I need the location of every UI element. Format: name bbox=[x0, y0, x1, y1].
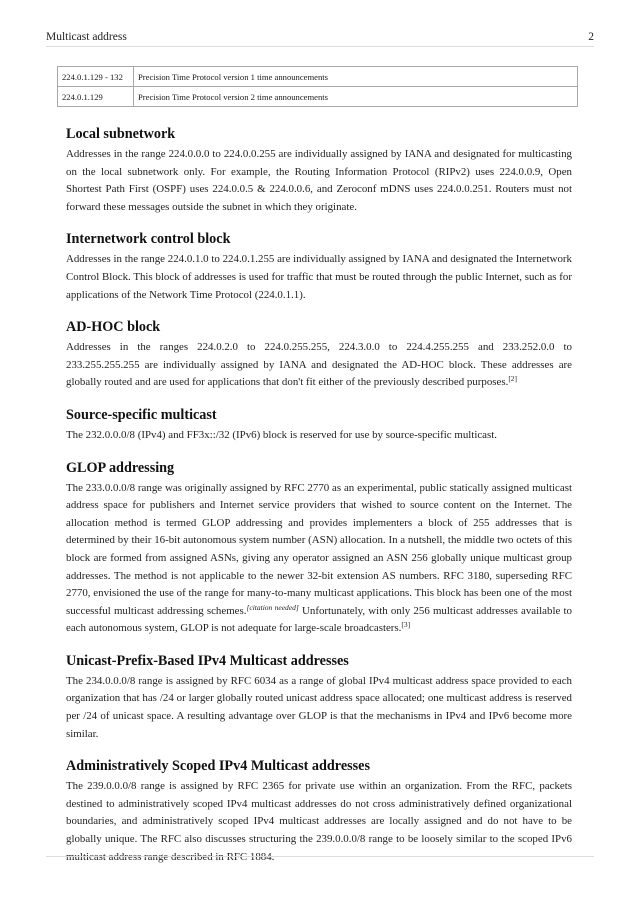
article-body bbox=[66, 122, 572, 877]
header-rule bbox=[46, 46, 594, 47]
table-cell-description: Precision Time Protocol version 2 time announcements bbox=[134, 87, 578, 107]
multicast-address-table bbox=[57, 66, 578, 107]
heading-ad-hoc-block: AD-HOC block bbox=[66, 319, 161, 336]
footer-rule bbox=[46, 856, 594, 857]
paragraph-source-specific-multicast: The 232.0.0.0/8 (IPv4) and FF3x::/32 (IPv6) block is reserved for use by source-specific multicast. bbox=[66, 428, 497, 441]
page-number: 2 bbox=[588, 31, 594, 43]
glop-text-2: Unfortunately, with only 256 multicast addresses available to each autonomous system, GLOP is not adequate for large-scale broadcasters. bbox=[66, 604, 572, 635]
heading-unicast-prefix-based: Unicast-Prefix-Based IPv4 Multicast addresses bbox=[66, 652, 349, 669]
table-row bbox=[58, 67, 578, 87]
table-cell-address: 224.0.1.129 bbox=[58, 87, 134, 107]
heading-glop-addressing: GLOP addressing bbox=[66, 459, 175, 476]
glop-text-1: The 233.0.0.0/8 range was originally assigned by RFC 2770 as an experimental, public statically assigned multicast address space for publishers and Internet service providers that wished to source content on the Internet. The allocation method is termed GLOP addressing and provides implementers a block of 255 addresses that is determined by their 16-bit autonomous system number (ASN) allocation. In a nutshell, the middle two octets of this block are formed from assigned ASNs, giving any operator assigned an ASN 256 globally unique multicast group addresses. The method is not applicable to the newer 32-bit extension AS numbers. RFC 3180, superseding RFC 2770, envisioned the use of the range for many-to-many multicast applications. This block has been one of the most successful multicast addressing schemes. bbox=[66, 481, 572, 617]
header-title: Multicast address bbox=[46, 31, 127, 43]
heading-administratively-scoped: Administratively Scoped IPv4 Multicast addresses bbox=[66, 758, 370, 775]
paragraph-administratively-scoped: The 239.0.0.0/8 range is assigned by RFC 2365 for private use within an organization. From the RFC, packets destined to administratively scoped IPv4 multicast addresses do not cross administratively defined organizational boundaries, and administratively scoped IPv4 multicast addresses are locally assigned and do not have to be globally unique. The RFC also discusses structuring the 239.0.0.0/8 range to be loosely similar to the scoped IPv6 bbox=[66, 780, 572, 846]
paragraph-local-subnetwork: Addresses in the range 224.0.0.0 to 224.0.0.255 are individually assigned by IANA and designated for multicasting on the local subnetwork only. For example, the Routing Information Protocol (RIPv2) uses 224.0.0.9, Open Shortest Path First (OSPF) uses 224.0.0.5 & 224.0.0.6, and Zeroconf mDNS uses 224.0.0.251. Routers must not forward these messages outside the subnet in which they originate. bbox=[66, 148, 572, 213]
paragraph-ad-hoc-block bbox=[66, 339, 572, 392]
heading-source-specific-multicast: Source-specific multicast bbox=[66, 406, 217, 423]
paragraph-internetwork-control-block: Addresses in the range 224.0.1.0 to 224.0.1.255 are individually assigned by IANA and designated the Internetwork Control Block. This block of addresses is used for traffic that must be routed through the public Internet, such as for applications of the Network Time Protocol (224.0.1.1). bbox=[66, 253, 572, 301]
paragraph-glop-addressing bbox=[66, 480, 572, 638]
table-row bbox=[58, 87, 578, 107]
citation-needed-link[interactable]: [citation needed] bbox=[246, 602, 299, 612]
table-cell-address: 224.0.1.129 - 132 bbox=[58, 67, 134, 87]
table-cell-description: Precision Time Protocol version 1 time announcements bbox=[134, 67, 578, 87]
ad-hoc-text: Addresses in the ranges 224.0.2.0 to 224.0.255.255, 224.3.0.0 to 224.4.255.255 and 233.252.0.0 to 233.255.255.255 are individually assigned by IANA and designated the AD-HOC block. These addresses are globally routed and are used for applications that don't fit either of the previously described purposes. bbox=[66, 341, 572, 389]
reference-link-3[interactable]: [3] bbox=[401, 620, 411, 630]
heading-internetwork-control-block: Internetwork control block bbox=[66, 231, 231, 248]
paragraph-unicast-prefix-based: The 234.0.0.0/8 range is assigned by RFC 6034 as a range of global IPv4 multicast address space provided to each organization that has /24 or larger globally routed unicast address space allocated; one multicast address is reserved per /24 of unicast space. A resulting advantage over GLOP is that the mechanisms in IPv4 and IPv6 become more similar. bbox=[66, 674, 572, 740]
heading-local-subnetwork: Local subnetwork bbox=[66, 126, 176, 142]
reference-link-2[interactable]: [2] bbox=[508, 374, 518, 384]
running-header bbox=[46, 31, 594, 43]
